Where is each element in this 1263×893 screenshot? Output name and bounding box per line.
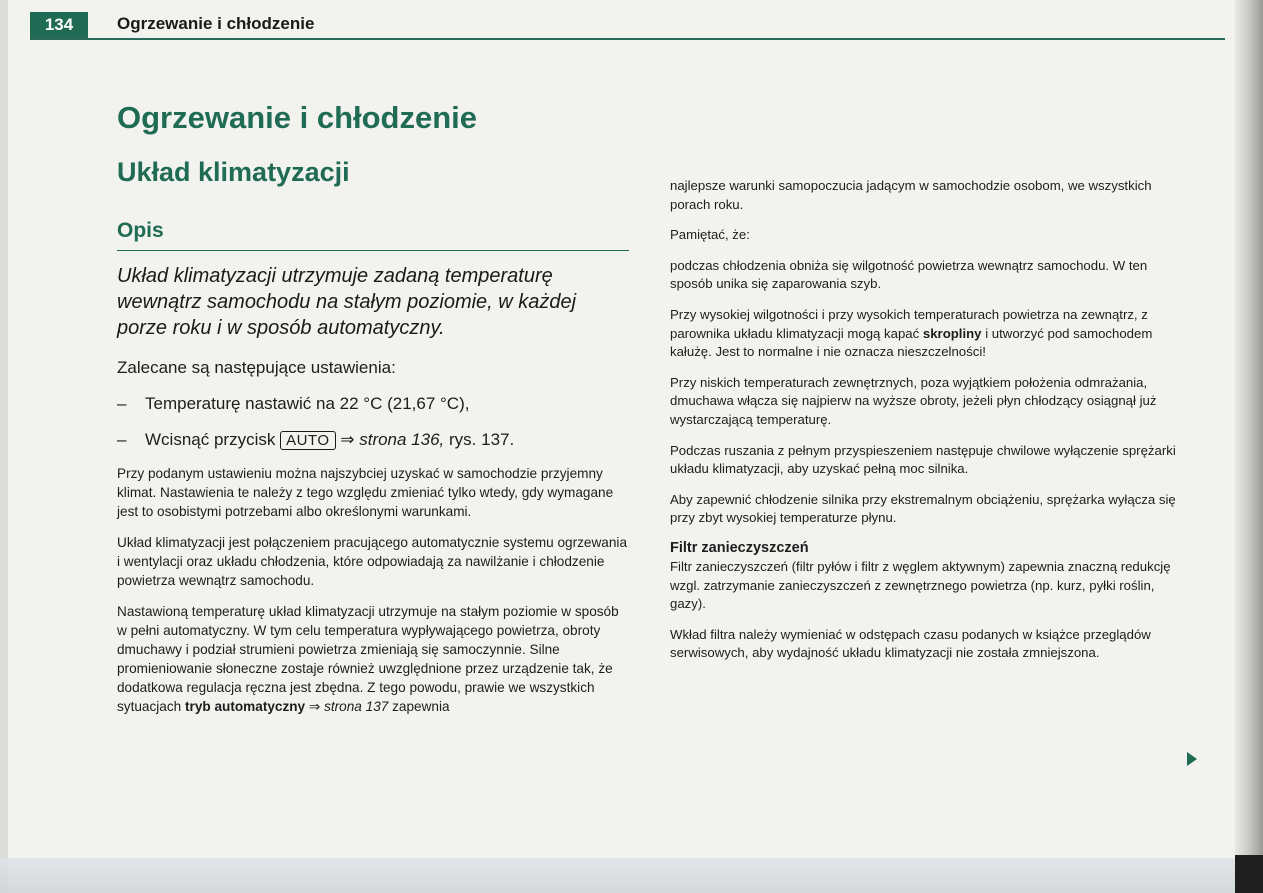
paragraph-automatic [117, 602, 629, 716]
paragraph-continuation: najlepsze warunki samopoczucia jadącym w samochodzie osobom, we wszystkich porach roku. [670, 178, 1152, 212]
bullet-dash: – [117, 394, 127, 413]
thumb-index-tab [1235, 855, 1263, 893]
figure-reference: rys. 137. [449, 430, 515, 449]
bullet-auto [117, 429, 629, 452]
paragraph-automatic-end: zapewnia [392, 699, 450, 714]
condensate-term: skropliny [922, 325, 982, 341]
chapter-title: Ogrzewanie i chłodzenie [117, 100, 478, 135]
paragraph-settings: Przy podanym ustawieniu można najszybciej uzyskać w samochodzie przyjemny klimat. Nastawienia te należy z tego względu zmieniać tylko wtedy, gdy wymagane jest to osobistymi potrzebami albo określonymi warunkami. [117, 466, 614, 519]
auto-key: AUTO [280, 431, 335, 450]
lead-paragraph: Układ klimatyzacji utrzymuje zadaną temperaturę wewnątrz samochodu na stałym poziomie, w każdej porze roku i w sposób automatyczny. [117, 265, 577, 339]
section-title: Układ klimatyzacji [117, 157, 350, 187]
bullet-temperature [117, 393, 629, 415]
paragraph-condensate [670, 306, 1180, 362]
paragraph-acceleration: Podczas ruszania z pełnym przyspieszeniem następuje chwilowe wyłączenie sprężarki układu klimatyzacji, aby uzyskać pełną moc silnika. [670, 442, 1176, 477]
bullet-auto-pre: Wcisnąć przycisk [145, 430, 276, 449]
paragraph-system: Układ klimatyzacji jest połączeniem pracującego automatycznie systemu ogrzewania i wentylacji oraz układu chłodzenia, które odpowiadają za nawilżanie i chłodzenie powietrza wewnątrz samochodu. [117, 535, 627, 588]
paragraph-automatic-text: Nastawioną temperaturę układ klimatyzacji utrzymuje na stałym poziomie w sposób w pełni automatyczny. W tym celu temperatura wypływającego powietrza, obroty dmuchawy i podział strumieni powietrza zmieniają się samoczynnie. Silne promieniowanie słoneczne zostaje również uwzględnione przez urządzenie tak, że dodatkowa regulacja ręczna jest zbędna. Z tego powodu, prawie we wszystkich sytuacjach [117, 604, 619, 714]
paragraph-engine-cooling: Aby zapewnić chłodzenie silnika przy ekstremalnym obciążeniu, sprężarka wyłącza się przy zbyt wysokiej temperaturze płynu. [670, 491, 1176, 526]
running-header [8, 12, 1228, 40]
settings-intro: Zalecane są następujące ustawienia: [117, 358, 396, 377]
paragraph-filter-replacement: Wkład filtra należy wymieniać w odstępach czasu podanych w książce przeglądów serwisowych, aby wydajność układu klimatyzacji nie została zmniejszona. [670, 626, 1151, 661]
running-title: Ogrzewanie i chłodzenie [117, 14, 315, 33]
left-column [117, 100, 629, 716]
continue-arrow-icon [1187, 752, 1197, 766]
subsection-rule [117, 250, 629, 251]
bullet-temperature-text: Temperaturę nastawić na 22 °C (21,67 °C), [145, 394, 470, 413]
page-number: 134 [30, 12, 88, 38]
page-reference: strona 136, [359, 430, 445, 449]
subsection-title: Opis [117, 219, 164, 242]
paragraph-low-temperature: Przy niskich temperaturach zewnętrznych, poza wyjątkiem położenia odmrażania, dmuchawa włącza się najpierw na wyższe obroty, jeżeli płyn chłodzący osiągnął już wystarczającą temperaturę. [670, 374, 1157, 427]
paragraph-condensate-text: Przy wysokiej wilgotności i przy wysokich temperaturach powietrza na zewnątrz, z parownika układu klimatyzacji mogą kapać [670, 306, 1148, 341]
bullet-dash: – [117, 430, 127, 449]
paragraph-condensate-end: i utworzyć pod samochodem kałużę. Jest to normalne i nie oznacza nieszczelności! [670, 325, 1153, 360]
bottom-bleed-strip [0, 858, 1235, 893]
paragraph-filter: Filtr zanieczyszczeń (filtr pyłów i filtr z węglem aktywnym) zapewnia znaczną redukcję wzgl. zatrzymanie zanieczyszczeń z zewnętrznego powietrza (np. kurz, pyłki roślin, gazy). [670, 558, 1171, 612]
header-rule [30, 38, 1225, 40]
paragraph-humidity: podczas chłodzenia obniża się wilgotność powietrza wewnątrz samochodu. W ten sposób unika się zaparowania szyb. [670, 257, 1148, 292]
bullet-auto-text [145, 429, 514, 452]
remember-label: Pamiętać, że: [670, 227, 750, 243]
right-column [670, 177, 1180, 675]
filter-heading: Filtr zanieczyszczeń [670, 539, 809, 556]
ref-arrow-icon: ⇒ [308, 699, 321, 714]
page-edge-right [1235, 0, 1263, 893]
automatic-mode-term: tryb automatyczny [185, 699, 306, 714]
page-edge-left [0, 0, 8, 893]
ref-arrow-icon: ⇒ [340, 430, 355, 449]
page-reference: strona 137 [324, 699, 389, 714]
